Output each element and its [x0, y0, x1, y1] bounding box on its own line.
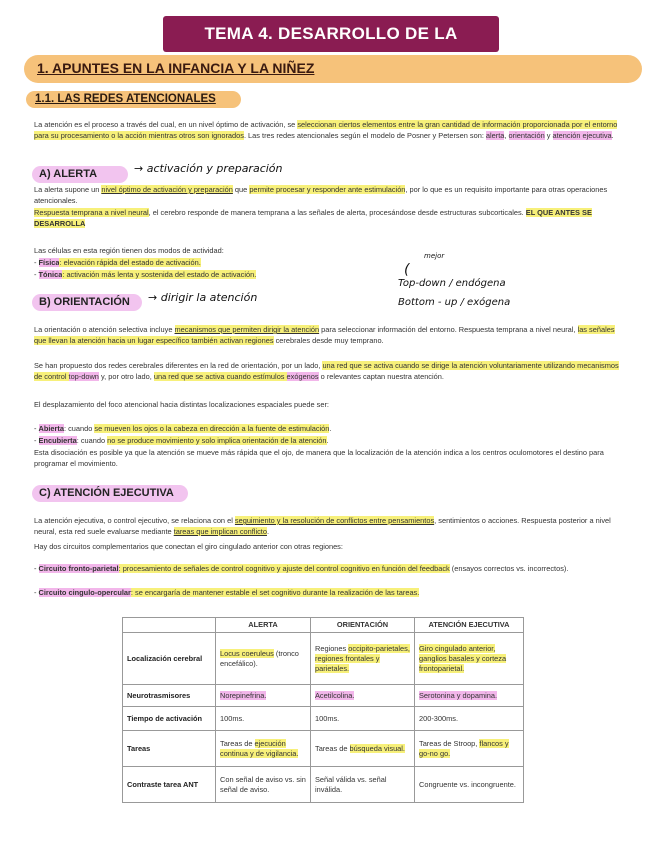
text: .: [611, 131, 614, 140]
text: La alerta supone un: [34, 185, 102, 194]
handwritten-annotation: → dirigir la atención: [148, 291, 258, 304]
text: que: [232, 185, 250, 194]
text: Tareas de: [220, 738, 255, 748]
table-row: [123, 767, 524, 803]
text: .: [326, 436, 329, 445]
table-row: [123, 685, 524, 707]
ejecutiva-heading: [32, 485, 188, 502]
table-cell: [415, 685, 524, 707]
highlight: permite procesar y responder ante estimulación: [249, 185, 406, 194]
handwritten-note: Top-down / endógena: [398, 278, 506, 289]
alerta-heading-text: A) ALERTA: [39, 168, 98, 180]
highlight: seleccionan ciertos elementos entre la gran cantidad de información proporcionada por el entorno para su procesamiento o la acción mientras otros son ignorados: [34, 120, 618, 140]
highlight: exógenos: [286, 372, 319, 381]
highlight: búsqueda visual.: [349, 743, 405, 753]
row-label: Tareas: [123, 731, 216, 767]
section-heading-text: 1. APUNTES EN LA INFANCIA Y LA NIÑEZ: [37, 60, 315, 76]
subsection-heading-text: 1.1. LAS REDES ATENCIONALES: [35, 93, 216, 105]
table-cell: 100ms.: [311, 707, 415, 731]
ejecutiva-paragraph-1: [34, 515, 619, 537]
orientacion-paragraph-4: [34, 447, 619, 469]
highlight: mecanismos que permiten dirigir la atención: [174, 325, 320, 334]
highlight: occipito-parietales, regiones frontales y parietales.: [315, 643, 410, 673]
highlight: : elevación rápida del estado de activación.: [59, 258, 201, 267]
label: Circuito fronto-parietal: [38, 564, 119, 573]
row-label: Localización cerebral: [123, 633, 216, 685]
table-cell: [216, 633, 311, 685]
label: Abierta: [38, 424, 64, 433]
row-label: Tiempo de activación: [123, 707, 216, 731]
text: ,: [504, 131, 509, 140]
alerta-tonica: - Tónica: activación más lenta y sostenida del estado de activación.: [34, 270, 257, 279]
table-header: ALERTA: [216, 618, 311, 633]
table-header: [123, 618, 216, 633]
text: Se han propuesto dos redes cerebrales diferentes en la red de orientación, por un lado,: [34, 361, 323, 370]
annotation-text: activación y preparación: [146, 162, 283, 175]
table-cell: [311, 731, 415, 767]
handwritten-annotation: → activación y preparación: [134, 162, 283, 175]
highlight: orientación: [508, 131, 545, 140]
row-label: Neurotrasmisores: [123, 685, 216, 707]
orientacion-encubierta: - Encubierta: cuando no se produce movimiento y solo implica orientación de la atención.: [34, 436, 329, 445]
orientacion-heading: [32, 294, 142, 311]
highlight: atención ejecutiva: [552, 131, 612, 140]
highlight: Norepinefrina.: [220, 690, 267, 700]
text: para seleccionar información del entorno. Respuesta temprana a nivel neural,: [319, 325, 578, 334]
table-cell: [415, 731, 524, 767]
table-cell: Con señal de aviso vs. sin señal de aviso.: [216, 767, 311, 803]
annotation-text: dirigir la atención: [160, 291, 258, 304]
orientacion-heading-text: B) ORIENTACIÓN: [39, 296, 130, 308]
table-row: [123, 633, 524, 685]
text: Hay dos circuitos complementarios que conectan el giro cingulado anterior con otras regiones:: [34, 542, 343, 551]
highlight: Respuesta temprana a nivel neural: [34, 208, 149, 217]
text: El desplazamiento del foco atencional hacia distintas localizaciones espaciales puede ser:: [34, 400, 329, 409]
alerta-paragraph-2: [34, 207, 619, 229]
highlight: : se encargaría de mantener estable el set cognitivo durante la realización de las tareas.: [130, 588, 420, 597]
subsection-heading: [26, 91, 241, 108]
handwritten-note: Bottom - up / exógena: [398, 297, 511, 308]
label: Tónica: [38, 270, 63, 279]
text: , por lo que es un requisito importante para otras operaciones atencionales.: [34, 185, 608, 205]
text: La atención ejecutiva, o control ejecutivo, se relaciona con el: [34, 516, 235, 525]
highlight: las señales que llevan la atención hacia un lugar específico también activan regiones: [34, 325, 615, 345]
highlight: : activación más lenta y sostenida del estado de activación.: [62, 270, 257, 279]
orientacion-paragraph-1: [34, 324, 619, 346]
highlight: alerta: [485, 131, 505, 140]
table-cell: [216, 731, 311, 767]
text: (ensayos correctos vs. incorrectos).: [449, 564, 569, 573]
table-cell: [311, 633, 415, 685]
text: Esta disociación es posible ya que la atención se mueve más rápida que el ojo, de manera que la localización de la atención indica a los centros oculomotores el destino para programar el movimiento.: [34, 448, 604, 468]
text: Tareas de Stroop,: [419, 738, 480, 748]
table-cell: Señal válida vs. señal inválida.: [311, 767, 415, 803]
section-heading: [24, 55, 642, 83]
table-header: ATENCIÓN EJECUTIVA: [415, 618, 524, 633]
highlight: ejecución continua y de vigilancia.: [220, 738, 299, 758]
comparison-table: [122, 617, 524, 803]
circuito-cingulo-opercular: - Circuito cingulo-opercular: se encargaría de mantener estable el set cognitivo durante la realización de las tareas.: [34, 588, 420, 597]
handwritten-note: mejor: [424, 252, 445, 260]
alerta-paragraph-1: [34, 184, 619, 206]
ejecutiva-paragraph-2: [34, 541, 619, 552]
text: (tronco encefálico).: [220, 648, 299, 668]
table-row: [123, 731, 524, 767]
highlight: flancos y go-no go.: [419, 738, 509, 758]
row-label: Contraste tarea ANT: [123, 767, 216, 803]
orientacion-paragraph-3: [34, 399, 619, 410]
text: .: [329, 424, 332, 433]
highlight: tareas que implican conflicto: [173, 527, 267, 536]
highlight: Serotonina y dopamina.: [419, 690, 498, 700]
text: Tareas de: [315, 743, 350, 753]
highlight: una red que se activa cuando se dirige la atención voluntariamente utilizando mecanismos de control: [34, 361, 619, 381]
highlight: : procesamiento de señales de control cognitivo y ajuste del control cognitivo en función del feedback: [118, 564, 450, 573]
table-cell: 100ms.: [216, 707, 311, 731]
text: La orientación o atención selectiva incluye: [34, 325, 175, 334]
text: , sentimientos o acciones. Respuesta posterior a nivel neural, esta red suele evaluarse mediante: [34, 516, 611, 536]
alerta-fisica: - Física: elevación rápida del estado de activación.: [34, 258, 201, 267]
label: Circuito cingulo-opercular: [38, 588, 131, 597]
text: Regiones: [315, 643, 349, 653]
handwritten-bracket: (: [404, 262, 410, 278]
highlight: Acetilcolina.: [315, 690, 355, 700]
highlight: top-down: [68, 372, 99, 381]
text: cerebrales desde muy temprano.: [273, 336, 384, 345]
highlight: Giro cingulado anterior, ganglios basales y corteza frontoparietal.: [419, 643, 507, 673]
text: .: [266, 527, 270, 536]
page-title: TEMA 4. DESARROLLO DE LA: [163, 16, 499, 52]
text: y: [544, 131, 553, 140]
ejecutiva-heading-text: C) ATENCIÓN EJECUTIVA: [39, 487, 174, 499]
text: Las células en esta región tienen dos modos de actividad:: [34, 246, 224, 255]
text: . Las tres redes atencionales según el modelo de Posner y Petersen son:: [243, 131, 486, 140]
highlight: EL QUE ANTES SE DESARROLLA: [34, 208, 592, 228]
text: y, por otro lado,: [98, 372, 154, 381]
text: , el cerebro responde de manera temprana a las señales de alerta, procesándose desde estructuras subcorticales.: [148, 208, 526, 217]
highlight: no se produce movimiento y solo implica orientación de la atención: [107, 436, 327, 445]
table-row: [123, 707, 524, 731]
table-cell: [311, 685, 415, 707]
alerta-paragraph-3: [34, 245, 619, 256]
highlight: Locus coeruleus: [220, 648, 274, 658]
intro-paragraph: [34, 119, 619, 141]
highlight: seguimiento y la resolución de conflictos entre pensamientos: [234, 516, 435, 525]
circuito-fronto-parietal: - Circuito fronto-parietal: procesamiento de señales de control cognitivo y ajuste del control cognitivo en función del feedback (ensayos correctos vs. incorrectos).: [34, 564, 569, 573]
table-cell: Congruente vs. incongruente.: [415, 767, 524, 803]
highlight: una red que se activa cuando estímulos: [153, 372, 287, 381]
table-cell: 200-300ms.: [415, 707, 524, 731]
alerta-heading: [32, 166, 128, 183]
text: : cuando: [63, 424, 95, 433]
orientacion-abierta: - Abierta: cuando se mueven los ojos o la cabeza en dirección a la fuente de estimulación.: [34, 424, 332, 433]
table-cell: [415, 633, 524, 685]
label: Física: [38, 258, 60, 267]
table-header-row: [123, 618, 524, 633]
text: : cuando: [76, 436, 108, 445]
orientacion-paragraph-2: [34, 360, 619, 382]
table-header: ORIENTACIÓN: [311, 618, 415, 633]
table-cell: [216, 685, 311, 707]
label: Encubierta: [38, 436, 77, 445]
highlight: se mueven los ojos o la cabeza en dirección a la fuente de estimulación: [94, 424, 330, 433]
text: La atención es el proceso a través del cual, en un nivel óptimo de activación, se: [34, 120, 298, 129]
highlight: nivel óptimo de activación y preparación: [101, 185, 233, 194]
text: o relevantes captan nuestra atención.: [318, 372, 444, 381]
